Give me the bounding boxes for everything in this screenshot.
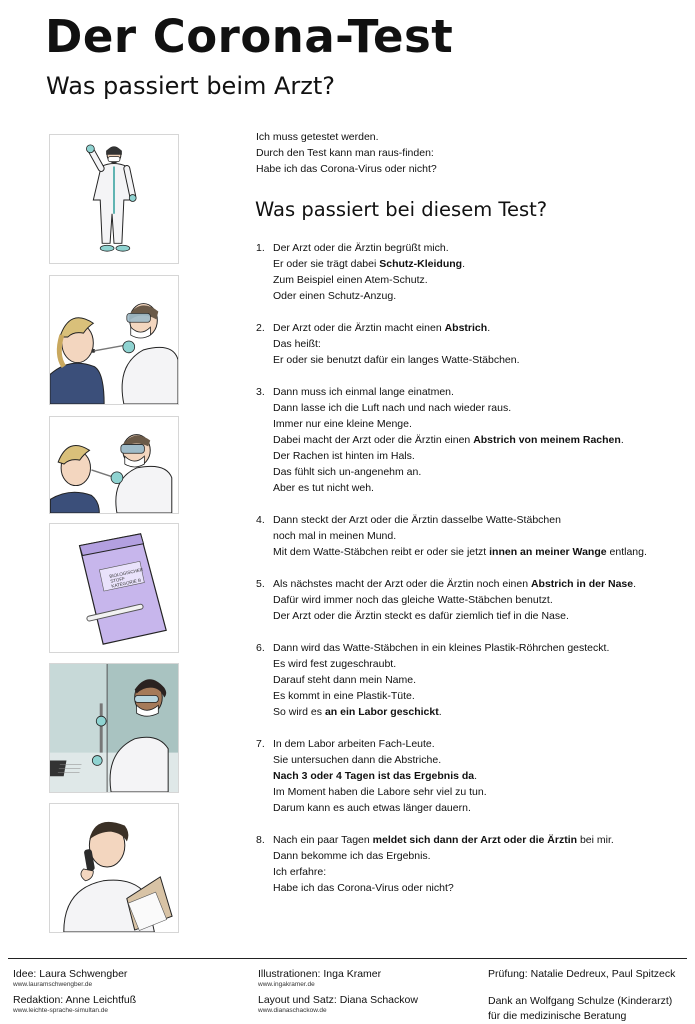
step-line bbox=[273, 880, 614, 896]
credit-idea bbox=[13, 968, 127, 989]
step-line-bold-segment: Abstrich von meinem Rachen bbox=[473, 434, 621, 446]
step-number: 3. bbox=[256, 386, 265, 398]
illustration-throat-swab bbox=[49, 275, 179, 405]
step-line bbox=[273, 288, 465, 304]
step-line-segment: Dann bekomme ich das Ergebnis. bbox=[273, 850, 431, 862]
step-number: 1. bbox=[256, 242, 265, 254]
step-line bbox=[273, 464, 624, 480]
step-line bbox=[273, 864, 614, 880]
step-line bbox=[273, 400, 624, 416]
step-text bbox=[273, 512, 647, 560]
intro-line: Ich muss getestet werden. bbox=[256, 131, 379, 143]
step-7 bbox=[256, 736, 487, 816]
step-number: 8. bbox=[256, 834, 265, 846]
step-text bbox=[273, 832, 614, 896]
step-line bbox=[273, 768, 487, 784]
step-4 bbox=[256, 512, 647, 560]
step-line-segment: Das heißt: bbox=[273, 338, 321, 350]
intro-line: Habe ich das Corona-Virus oder nicht? bbox=[256, 163, 437, 175]
doctor-phone-scene-icon bbox=[50, 804, 178, 932]
step-line-segment: Dafür wird immer noch das gleiche Watte-Stäbchen benutzt. bbox=[273, 594, 553, 606]
step-8 bbox=[256, 832, 614, 896]
credit-editing-url[interactable]: www.leichte-sprache-simultan.de bbox=[13, 1007, 109, 1014]
step-number: 4. bbox=[256, 514, 265, 526]
step-line-segment: bei mir. bbox=[577, 834, 614, 846]
credit-review bbox=[488, 968, 675, 981]
step-number: 6. bbox=[256, 642, 265, 654]
step-5 bbox=[256, 576, 636, 624]
step-line-segment: So wird es bbox=[273, 706, 325, 718]
step-line-segment: Im Moment haben die Labore sehr viel zu tun. bbox=[273, 786, 487, 798]
step-line-segment: Dann lasse ich die Luft nach und nach wieder raus. bbox=[273, 402, 512, 414]
step-line bbox=[273, 384, 624, 400]
step-line-segment: Mit dem Watte-Stäbchen reibt er oder sie jetzt bbox=[273, 546, 490, 558]
step-line bbox=[273, 832, 614, 848]
step-line-segment: . bbox=[633, 578, 637, 590]
step-line bbox=[273, 240, 465, 256]
step-line bbox=[273, 256, 465, 272]
step-line-segment: . bbox=[474, 770, 478, 782]
step-line-segment: . bbox=[487, 322, 491, 334]
step-line bbox=[273, 512, 647, 528]
step-line bbox=[273, 544, 647, 560]
step-line bbox=[273, 736, 487, 752]
step-text bbox=[273, 320, 520, 368]
credit-thanks-line2: für die medizinische Beratung bbox=[488, 1010, 627, 1022]
step-line-segment: Dann steckt der Arzt oder die Ärztin dasselbe Watte-Stäbchen bbox=[273, 514, 561, 526]
step-text bbox=[273, 736, 487, 816]
step-line bbox=[273, 336, 520, 352]
step-line-bold-segment: an ein Labor geschickt bbox=[324, 706, 439, 718]
step-line-bold-segment: Nach 3 oder 4 Tagen ist das Ergebnis da bbox=[273, 770, 475, 782]
section-heading: Was passiert bei diesem Test? bbox=[255, 198, 548, 221]
protective-suit-figure-icon bbox=[50, 135, 178, 263]
step-line bbox=[273, 800, 487, 816]
step-line bbox=[273, 640, 609, 656]
step-line bbox=[273, 688, 609, 704]
throat-swab-scene-icon bbox=[50, 276, 178, 404]
step-line-segment: Der Arzt oder die Ärztin steckt es dafür ziemlich tief in die Nase. bbox=[273, 610, 569, 622]
intro-line: Durch den Test kann man raus-finden: bbox=[256, 147, 434, 159]
step-number: 7. bbox=[256, 738, 265, 750]
step-line bbox=[273, 528, 647, 544]
credit-layout-label: Layout und Satz: Diana Schackow bbox=[258, 994, 418, 1006]
step-line-segment: Der Rachen ist hinten im Hals. bbox=[273, 450, 415, 462]
step-number: 5. bbox=[256, 578, 265, 590]
step-line-bold-segment: Abstrich in der Nase bbox=[530, 578, 634, 590]
step-line bbox=[273, 576, 636, 592]
step-line bbox=[273, 272, 465, 288]
step-line bbox=[273, 432, 624, 448]
step-3 bbox=[256, 384, 624, 496]
step-line-segment: Darum kann es auch etwas länger dauern. bbox=[273, 802, 471, 814]
step-line-segment: Dabei macht der Arzt oder die Ärztin einen bbox=[273, 434, 474, 446]
credit-review-label: Prüfung: Natalie Dedreux, Paul Spitzeck bbox=[488, 968, 676, 980]
credit-layout-url[interactable]: www.dianaschackow.de bbox=[258, 1007, 327, 1014]
illustration-nose-swab bbox=[49, 416, 179, 514]
illustration-specimen-bag bbox=[49, 523, 179, 653]
credit-idea-url[interactable]: www.lauramschwengber.de bbox=[13, 981, 93, 988]
step-line bbox=[273, 672, 609, 688]
step-line-segment: Es wird fest zugeschraubt. bbox=[273, 658, 397, 670]
lab-worker-scene-icon bbox=[50, 664, 178, 792]
step-line-segment: Als nächstes macht der Arzt oder die Ärztin noch einen bbox=[273, 578, 531, 590]
step-line-segment: Immer nur eine kleine Menge. bbox=[273, 418, 412, 430]
step-text bbox=[273, 576, 636, 624]
credit-thanks bbox=[488, 994, 672, 1024]
credit-layout bbox=[258, 994, 418, 1015]
step-line-segment: Der Arzt oder die Ärztin begrüßt mich. bbox=[273, 242, 449, 254]
step-line bbox=[273, 448, 624, 464]
step-line-segment: Aber es tut nicht weh. bbox=[273, 482, 374, 494]
step-text bbox=[273, 640, 609, 720]
step-line-segment: Das fühlt sich un-angenehm an. bbox=[273, 466, 422, 478]
step-line bbox=[273, 416, 624, 432]
step-number: 2. bbox=[256, 322, 265, 334]
step-line-bold-segment: Schutz-Kleidung bbox=[379, 258, 463, 270]
step-line bbox=[273, 320, 520, 336]
step-line bbox=[273, 656, 609, 672]
step-line bbox=[273, 704, 609, 720]
step-line-bold-segment: meldet sich dann der Arzt oder die Ärztin bbox=[372, 834, 578, 846]
step-line-segment: entlang. bbox=[606, 546, 647, 558]
step-text bbox=[273, 240, 465, 304]
step-line bbox=[273, 608, 636, 624]
step-line-segment: . bbox=[620, 434, 624, 446]
step-line bbox=[273, 480, 624, 496]
footer-divider bbox=[8, 958, 687, 959]
step-line-segment: Dann muss ich einmal lange einatmen. bbox=[273, 386, 454, 398]
step-line-segment: Oder einen Schutz-Anzug. bbox=[273, 290, 397, 302]
step-line-segment: Zum Beispiel einen Atem-Schutz. bbox=[273, 274, 428, 286]
page-title: Der Corona-Test bbox=[45, 10, 454, 63]
credit-illustrations-label: Illustrationen: Inga Kramer bbox=[258, 968, 382, 980]
step-line-segment: Er oder sie benutzt dafür ein langes Watte-Stäbchen. bbox=[273, 354, 520, 366]
step-1 bbox=[256, 240, 465, 304]
step-line bbox=[273, 352, 520, 368]
bag-label: BIOLOGISCHER STOFF KATEGORIE B bbox=[108, 566, 144, 589]
step-line bbox=[273, 784, 487, 800]
credit-illustrations bbox=[258, 968, 381, 989]
page-subtitle: Was passiert beim Arzt? bbox=[46, 72, 336, 100]
step-line-segment: Habe ich das Corona-Virus oder nicht? bbox=[273, 882, 454, 894]
credit-illustrations-url[interactable]: www.ingakramer.de bbox=[258, 981, 315, 988]
step-line-bold-segment: innen an meiner Wange bbox=[489, 546, 607, 558]
step-line-segment: . bbox=[462, 258, 465, 270]
step-line-segment: In dem Labor arbeiten Fach-Leute. bbox=[273, 738, 435, 750]
step-6 bbox=[256, 640, 609, 720]
step-line-segment: Nach ein paar Tagen bbox=[273, 834, 373, 846]
illustration-protective-suit bbox=[49, 134, 179, 264]
step-2 bbox=[256, 320, 520, 368]
nose-swab-scene-icon bbox=[50, 417, 178, 513]
step-line-segment: Der Arzt oder die Ärztin macht einen bbox=[273, 322, 445, 334]
step-text bbox=[273, 384, 624, 496]
step-line-segment: noch mal in meinen Mund. bbox=[273, 530, 397, 542]
step-line-segment: . bbox=[438, 706, 442, 718]
illustration-doctor-phone bbox=[49, 803, 179, 933]
credit-editing-label: Redaktion: Anne Leichtfuß bbox=[13, 994, 137, 1006]
step-line-segment: Ich erfahre: bbox=[273, 866, 327, 878]
step-line bbox=[273, 848, 614, 864]
step-line bbox=[273, 592, 636, 608]
credit-thanks-line1: Dank an Wolfgang Schulze (Kinderarzt) bbox=[488, 995, 673, 1007]
credit-idea-label: Idee: Laura Schwengber bbox=[13, 968, 128, 980]
credit-editing bbox=[13, 994, 136, 1015]
step-line-bold-segment: Abstrich bbox=[444, 322, 488, 334]
step-line bbox=[273, 752, 487, 768]
step-line-segment: Es kommt in eine Plastik-Tüte. bbox=[273, 690, 415, 702]
illustration-lab-worker bbox=[49, 663, 179, 793]
step-line-segment: Darauf steht dann mein Name. bbox=[273, 674, 416, 686]
step-line-segment: Dann wird das Watte-Stäbchen in ein kleines Plastik-Röhrchen gesteckt. bbox=[273, 642, 610, 654]
step-line-segment: Er oder sie trägt dabei bbox=[273, 258, 380, 270]
step-line-segment: Sie untersuchen dann die Abstriche. bbox=[273, 754, 442, 766]
intro-text bbox=[256, 129, 437, 177]
